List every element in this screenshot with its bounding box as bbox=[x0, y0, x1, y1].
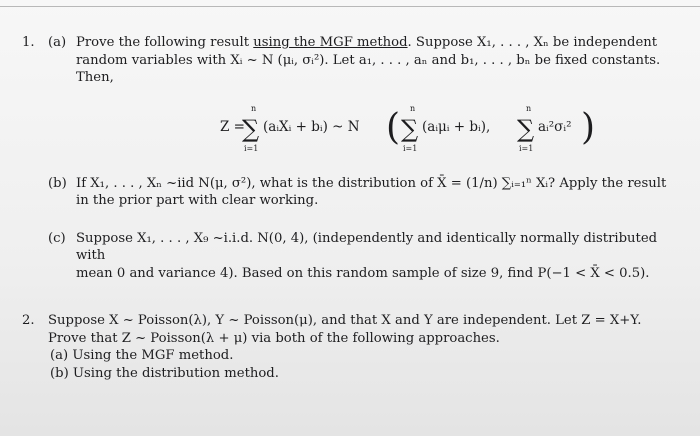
q1b-line-2: in the prior part with clear working. bbox=[76, 193, 319, 208]
q1b-line-1: If X₁, . . . , Xₙ ~iid N(μ, σ²), what is the distribution of X̄ = (1/n) ∑ᵢ₌₁ⁿ Xᵢ? Apply the result bbox=[76, 175, 667, 191]
part-b-label: (b) bbox=[48, 175, 67, 191]
part-c-label: (c) bbox=[48, 230, 66, 246]
eq-sum2-top: n bbox=[410, 103, 416, 113]
question-1a bbox=[48, 34, 682, 87]
question-1-number: 1. bbox=[22, 35, 35, 50]
q2-line-1: Suppose X ~ Poisson(λ), Y ~ Poisson(μ), and that X and Y are independent. Let Z = X+Y. bbox=[48, 313, 642, 328]
q1c-line-1: Suppose X₁, . . . , X₉ ~i.i.d. N(0, 4), (independently and identically normally distributed with bbox=[76, 230, 658, 263]
question-2-number: 2. bbox=[22, 313, 35, 328]
eq-sum1-bottom: i=1 bbox=[244, 143, 259, 153]
top-divider bbox=[0, 6, 700, 7]
eq-sum2-symbol: ∑ bbox=[401, 114, 419, 143]
eq-sum3-bottom: i=1 bbox=[519, 143, 534, 153]
q2-line-2: Prove that Z ~ Poisson(λ + μ) via both of the following approaches. bbox=[48, 330, 500, 346]
q1a-line-3: Then, bbox=[76, 70, 114, 85]
q2-part-b: (b) Using the distribution method. bbox=[50, 365, 279, 381]
eq-term1: (aᵢXᵢ + bᵢ) ~ N bbox=[263, 118, 360, 135]
question-1 bbox=[22, 34, 682, 282]
eq-sum3-top: n bbox=[526, 103, 532, 113]
question-content bbox=[22, 34, 682, 382]
part-a-label: (a) bbox=[48, 35, 67, 50]
q1a-text-post: . Suppose X₁, . . . , Xₙ be independent bbox=[407, 35, 658, 50]
q1c-line-2: mean 0 and variance 4). Based on this random sample of size 9, find P(−1 < X̄ < 0.5). bbox=[76, 265, 650, 281]
question-2 bbox=[22, 312, 682, 382]
question-1c bbox=[48, 230, 682, 283]
eq-right-paren: ) bbox=[581, 106, 596, 148]
q1a-text-pre: Prove the following result bbox=[76, 35, 254, 50]
q1a-line-2: random variables with Xᵢ ~ N (μᵢ, σᵢ²). Let a₁, . . . , aₙ and b₁, . . . , bₙ be fixed constants. bbox=[76, 52, 661, 68]
q2-part-a: (a) Using the MGF method. bbox=[50, 348, 234, 363]
eq-term2: (aᵢμᵢ + bᵢ), bbox=[422, 118, 491, 135]
eq-sum3-symbol: ∑ bbox=[517, 114, 535, 143]
eq-sum1-top: n bbox=[251, 103, 257, 113]
equation-svg bbox=[48, 101, 608, 161]
question-1b bbox=[48, 175, 682, 210]
eq-lhs: Z = bbox=[220, 118, 245, 135]
eq-left-paren: ( bbox=[386, 106, 401, 148]
q1a-underlined-phrase: using the MGF method bbox=[253, 35, 408, 50]
eq-sum2-bottom: i=1 bbox=[403, 143, 418, 153]
q1a-equation bbox=[48, 101, 682, 159]
eq-sum1-symbol: ∑ bbox=[242, 114, 260, 143]
q1a-line-1 bbox=[76, 34, 682, 52]
eq-term3: aᵢ²σᵢ² bbox=[538, 118, 572, 135]
